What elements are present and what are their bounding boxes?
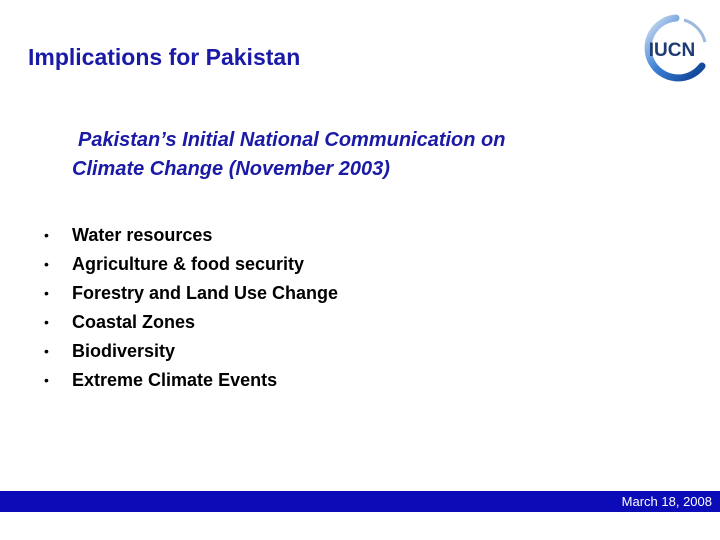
bullet-icon: • <box>44 372 49 388</box>
bullet-icon: • <box>44 256 49 272</box>
bullet-text: Coastal Zones <box>72 312 196 332</box>
bullet-text: Biodiversity <box>72 341 176 361</box>
bullet-icon: • <box>44 227 49 243</box>
bullet-text: Extreme Climate Events <box>72 370 278 390</box>
bullet-text: Agriculture & food security <box>72 254 305 274</box>
logo-text: IUCN <box>648 40 696 61</box>
slide-title: Implications for Pakistan <box>28 44 301 70</box>
slide-subtitle <box>72 126 505 184</box>
bullet-text: Water resources <box>72 225 213 245</box>
subtitle-line-2: Climate Change (November 2003) <box>72 158 390 180</box>
bullet-icon: • <box>44 314 49 330</box>
bullet-icon: • <box>44 285 49 301</box>
bullet-text: Forestry and Land Use Change <box>72 283 339 303</box>
subtitle-line-1: Pakistan’s Initial National Communication on <box>78 129 506 151</box>
footer-bar <box>0 491 720 512</box>
iucn-logo <box>636 14 708 82</box>
footer-date: March 18, 2008 <box>621 494 712 509</box>
bullet-icon: • <box>44 343 49 359</box>
